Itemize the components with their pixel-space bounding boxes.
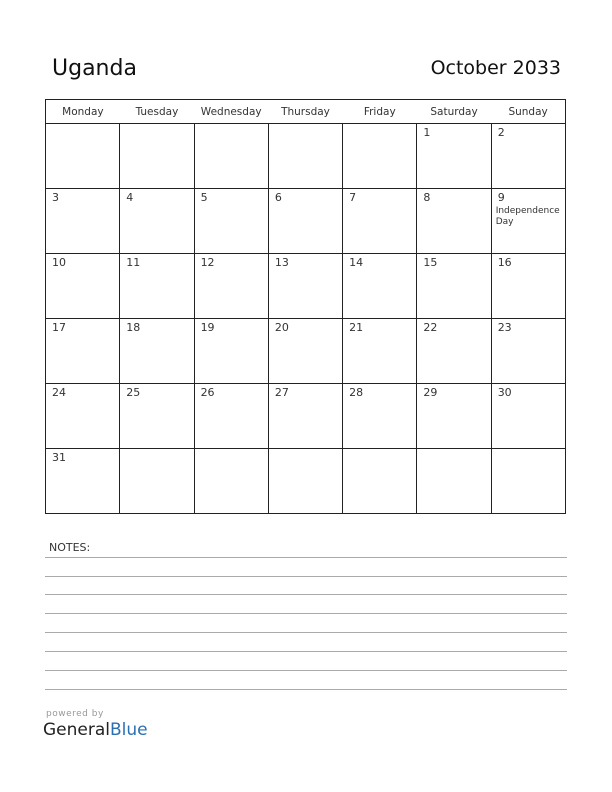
notes-label: NOTES: xyxy=(49,541,91,554)
day-cell xyxy=(120,124,194,189)
brand-logo xyxy=(43,720,148,740)
day-cell xyxy=(194,319,268,384)
holiday-label: Independence Day xyxy=(495,206,560,227)
day-cell xyxy=(46,124,120,189)
day-number: 31 xyxy=(52,451,66,464)
note-line xyxy=(45,613,567,614)
day-number: 5 xyxy=(200,191,208,204)
day-number: 21 xyxy=(349,321,364,334)
day-cell xyxy=(120,254,194,319)
day-cell xyxy=(343,124,417,189)
day-cell xyxy=(46,189,120,254)
day-number: 13 xyxy=(274,256,289,269)
weekday-header: Sunday xyxy=(491,100,565,124)
month-year-title: October 2033 xyxy=(430,57,561,79)
day-number: 27 xyxy=(274,386,289,399)
note-line xyxy=(45,689,567,690)
day-cell xyxy=(120,384,194,449)
day-cell xyxy=(268,384,342,449)
day-cell xyxy=(194,254,268,319)
day-cell xyxy=(491,254,565,319)
day-cell xyxy=(194,124,268,189)
day-cell xyxy=(194,449,268,514)
day-cell xyxy=(46,449,120,514)
day-number: 25 xyxy=(126,386,141,399)
day-number: 17 xyxy=(52,321,66,334)
day-number: 30 xyxy=(497,386,512,399)
day-cell xyxy=(46,384,120,449)
powered-by-text: powered by xyxy=(46,709,104,719)
day-cell xyxy=(46,254,120,319)
day-number: 23 xyxy=(497,321,512,334)
week-row xyxy=(46,254,566,319)
day-cell xyxy=(343,254,417,319)
day-cell xyxy=(120,319,194,384)
day-cell xyxy=(268,254,342,319)
day-cell xyxy=(491,124,565,189)
day-number: 26 xyxy=(200,386,215,399)
day-number: 2 xyxy=(497,126,505,139)
day-cell xyxy=(417,189,491,254)
day-number: 16 xyxy=(497,256,512,269)
day-number: 14 xyxy=(349,256,364,269)
day-number: 10 xyxy=(52,256,66,269)
note-line xyxy=(45,557,567,558)
weekday-header-row xyxy=(46,100,566,124)
day-number: 22 xyxy=(423,321,438,334)
day-number: 11 xyxy=(126,256,141,269)
day-number: 6 xyxy=(274,191,282,204)
day-cell xyxy=(268,319,342,384)
weekday-header: Monday xyxy=(46,100,120,124)
day-cell xyxy=(268,124,342,189)
day-number: 28 xyxy=(349,386,364,399)
note-line xyxy=(45,594,567,595)
country-title: Uganda xyxy=(52,56,137,81)
day-number: 3 xyxy=(52,191,59,204)
weekday-header: Wednesday xyxy=(194,100,268,124)
day-cell xyxy=(120,449,194,514)
weekday-header: Friday xyxy=(343,100,417,124)
weekday-header: Tuesday xyxy=(120,100,194,124)
day-cell xyxy=(268,189,342,254)
day-cell xyxy=(46,319,120,384)
day-number: 4 xyxy=(126,191,134,204)
note-line xyxy=(45,670,567,671)
day-cell xyxy=(491,319,565,384)
day-cell xyxy=(417,124,491,189)
weekday-header: Saturday xyxy=(417,100,491,124)
day-number: 15 xyxy=(423,256,438,269)
calendar-grid xyxy=(45,99,566,514)
note-line xyxy=(45,632,567,633)
week-row xyxy=(46,124,566,189)
day-cell xyxy=(417,254,491,319)
brand-general: General xyxy=(43,720,110,740)
day-number: 9 xyxy=(497,191,505,204)
day-cell xyxy=(343,319,417,384)
day-cell xyxy=(417,319,491,384)
week-row xyxy=(46,189,566,254)
day-cell xyxy=(491,189,565,254)
day-number: 1 xyxy=(423,126,431,139)
day-cell xyxy=(194,189,268,254)
weekday-header: Thursday xyxy=(268,100,342,124)
day-number: 20 xyxy=(274,321,289,334)
week-row xyxy=(46,319,566,384)
day-number: 8 xyxy=(423,191,431,204)
note-line xyxy=(45,576,567,577)
day-cell xyxy=(491,449,565,514)
day-cell xyxy=(194,384,268,449)
day-cell xyxy=(120,189,194,254)
day-cell xyxy=(491,384,565,449)
note-line xyxy=(45,651,567,652)
day-cell xyxy=(268,449,342,514)
day-number: 18 xyxy=(126,321,141,334)
day-cell xyxy=(417,449,491,514)
day-cell xyxy=(343,189,417,254)
day-cell xyxy=(417,384,491,449)
day-cell xyxy=(343,449,417,514)
day-number: 7 xyxy=(349,191,357,204)
day-number: 29 xyxy=(423,386,438,399)
week-row xyxy=(46,384,566,449)
day-cell xyxy=(343,384,417,449)
day-number: 12 xyxy=(200,256,215,269)
day-number: 24 xyxy=(52,386,66,399)
brand-blue: Blue xyxy=(110,720,148,740)
week-row xyxy=(46,449,566,514)
day-number: 19 xyxy=(200,321,215,334)
